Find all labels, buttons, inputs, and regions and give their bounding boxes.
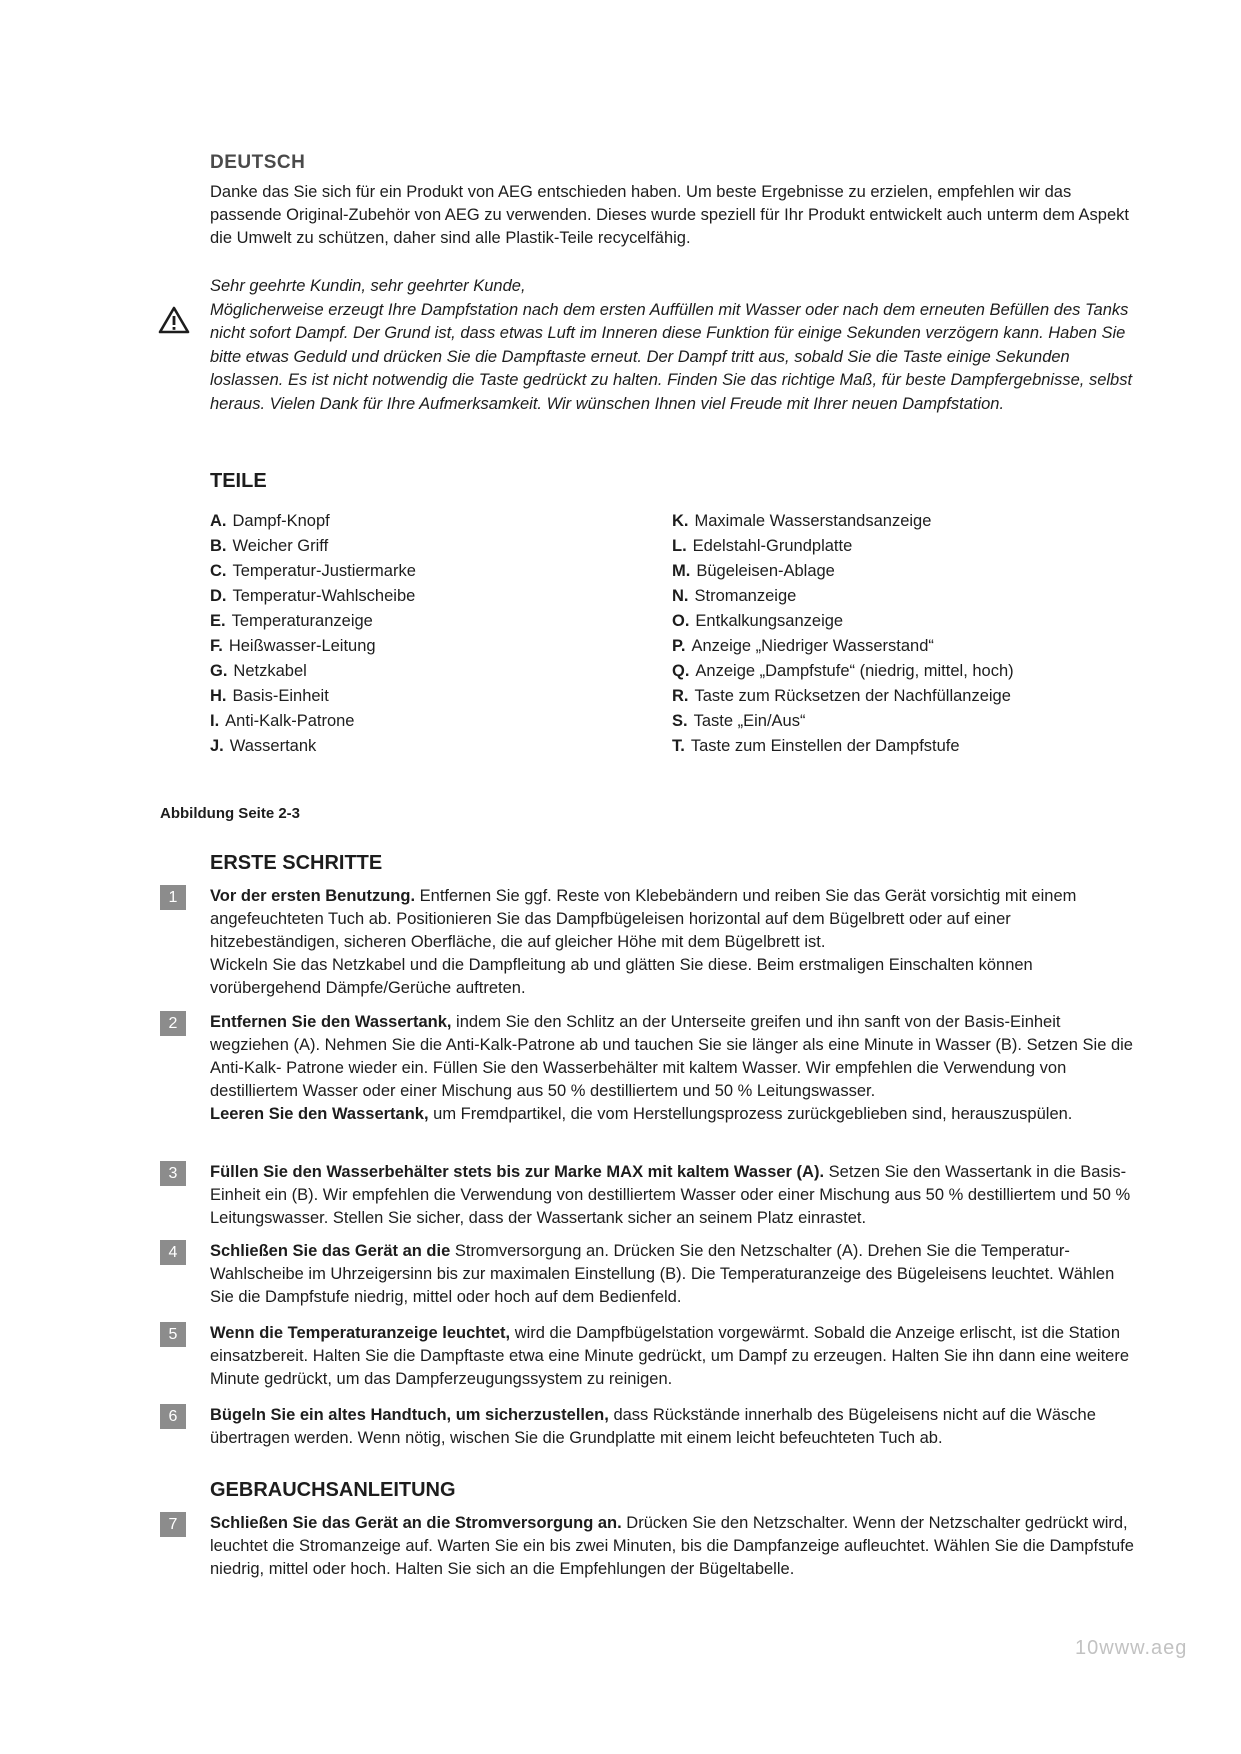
parts-list-right [672,509,1014,759]
parts-heading: TEILE [210,470,267,492]
first-steps-heading: ERSTE SCHRITTE [210,852,383,874]
step-text: Vor der ersten Benutzung. Entfernen Sie ggf. Reste von Klebebändern und reiben Sie das Gerät vorsichtig mit einem angefeuchteten Tuch ab. Positionieren Sie das Dampfbügeleisen horizontal auf dem Bügelbrett oder auf einer hitzebeständigen, sicheren Oberfläche, die auf gleicher Höhe mit dem Bügelbrett ist. Wickeln Sie das Netzkabel und die Dampfleitung ab und glätten Sie diese. Beim erstmaligen Einschalten können vorübergehend Dämpfe/Gerüche auftreten. [210,887,1077,997]
step-text: Entfernen Sie den Wassertank, indem Sie den Schlitz an der Unterseite greifen und ihn sanft von der Basis-Einheit wegziehen (A). Nehmen Sie die Anti-Kalk-Patrone ab und tauchen Sie sie länger als eine Minute in Wasser (B). Setzen Sie die Anti-Kalk- Patrone wieder ein. Füllen Sie den Wasserbehälter mit kaltem Wasser. Wir empfehlen die Verwendung von destilliertem Wasser oder einer Mischung aus 50 % destilliertem und 50 % Leitungswasser. Leeren Sie den Wassertank, um Fremdpartikel, die vom Herstellungsprozess zurückgeblieben sind, herauszuspülen. [210,1013,1133,1123]
part-item: C. Temperatur-Justiermarke [210,562,416,580]
figure-reference: Abbildung Seite 2-3 [160,805,301,822]
part-item: T. Taste zum Einstellen der Dampfstufe [672,737,960,755]
part-item: H. Basis-Einheit [210,687,329,705]
part-item: K. Maximale Wasserstandsanzeige [672,512,932,530]
step-text: Wenn die Temperaturanzeige leuchtet, wird die Dampfbügelstation vorgewärmt. Sobald die Anzeige erlischt, ist die Station einsatzbereit. Halten Sie die Dampftaste etwa eine Minute gedrückt, um Dampf zu erzeugen. Halten Sie ihn dann eine weitere Minute gedrückt, um das Dampferzeugungssystem zu reinigen. [210,1324,1130,1388]
part-item: R. Taste zum Rücksetzen der Nachfüllanzeige [672,687,1011,705]
step-text: Schließen Sie das Gerät an die Stromversorgung an. Drücken Sie den Netzschalter. Wenn der Netzschalter gedrückt wird, leuchtet die Stromanzeige auf. Warten Sie ein bis zwei Minuten, bis die Dampfanzeige aufleuchtet. Wählen Sie die Dampfstufe niedrig, mittel oder hoch. Halten Sie sich an die Empfehlungen der Bügeltabelle. [210,1514,1134,1578]
step-number: 1 [160,885,186,910]
notice-text: Möglicherweise erzeugt Ihre Dampfstation nach dem ersten Auffüllen mit Wasser oder nach dem erneuten Befüllen des Tanks nicht sofort Dampf. Der Grund ist, dass etwas Luft im Inneren diese Funktion für einige Sekunden verzögern kann. Haben Sie bitte etwas Geduld und drücken Sie die Dampftaste erneut. Der Dampf tritt aus, sobald Sie die Taste einige Sekunden loslassen. Es ist nicht notwendig die Taste gedrückt zu halten. Finden Sie das richtige Maß, für beste Dampfergebnisse, selbst heraus. Vielen Dank für Ihre Aufmerksamkeit. Wir wünschen Ihnen viel Freude mit Ihrer neuen Dampfstation. [210,300,1133,413]
part-item: J. Wassertank [210,737,317,755]
step-number: 7 [160,1512,186,1537]
step-text: Schließen Sie das Gerät an die Stromversorgung an. Drücken Sie den Netzschalter (A). Drehen Sie die Temperatur-Wahlscheibe im Uhrzeigersinn bis zur maximalen Einstellung (B). Die Temperaturanzeige des Bügeleisens leuchtet. Wählen Sie die Dampfstufe niedrig, mittel oder hoch auf dem Bedienfeld. [210,1242,1115,1306]
part-item: B. Weicher Griff [210,537,329,555]
part-item: O. Entkalkungsanzeige [672,612,844,630]
step-text: Füllen Sie den Wasserbehälter stets bis zur Marke MAX mit kaltem Wasser (A). Setzen Sie den Wassertank in die Basis-Einheit ein (B). Wir empfehlen die Verwendung von destilliertem Wasser oder einer Mischung aus 50 % destilliertem und 50 % Leitungswasser. Stellen Sie sicher, dass der Wassertank sicher an seinem Platz einrastet. [210,1163,1131,1227]
step-number: 3 [160,1161,186,1186]
warning-triangle-icon [157,305,191,335]
usage-heading: GEBRAUCHSANLEITUNG [210,1479,456,1501]
customer-notice [210,275,1135,416]
page-footer: 10www.aeg [1075,1637,1188,1659]
parts-list-left [210,509,416,759]
language-heading: DEUTSCH [210,152,306,173]
step-text: Bügeln Sie ein altes Handtuch, um sicherzustellen, dass Rückstände innerhalb des Bügeleisens nicht auf die Wäsche übertragen werden. Wenn nötig, wischen Sie die Grundplatte mit einem leicht befeuchteten Tuch ab. [210,1406,1096,1447]
step-number: 2 [160,1011,186,1036]
step-number: 5 [160,1322,186,1347]
intro-paragraph: Danke das Sie sich für ein Produkt von AEG entschieden haben. Um beste Ergebnisse zu erzielen, empfehlen wir das passende Original-Zubehör von AEG zu verwenden. Dieses wurde speziell für Ihr Produkt entwickelt auch unterm dem Aspekt die Umwelt zu schützen, daher sind alle Plastik-Teile recycelfähig. [210,183,1129,247]
part-item: S. Taste „Ein/Aus“ [672,712,806,730]
part-item: I. Anti-Kalk-Patrone [210,712,355,730]
part-item: A. Dampf-Knopf [210,512,330,530]
step-number: 6 [160,1404,186,1429]
part-item: E. Temperaturanzeige [210,612,373,630]
step-number: 4 [160,1240,186,1265]
part-item: L. Edelstahl-Grundplatte [672,537,853,555]
part-item: M. Bügeleisen-Ablage [672,562,835,580]
notice-salutation: Sehr geehrte Kundin, sehr geehrter Kunde, [210,277,526,295]
part-item: Q. Anzeige „Dampfstufe“ (niedrig, mittel, hoch) [672,662,1014,680]
part-item: D. Temperatur-Wahlscheibe [210,587,416,605]
part-item: P. Anzeige „Niedriger Wasserstand“ [672,637,934,655]
part-item: N. Stromanzeige [672,587,797,605]
part-item: F. Heißwasser-Leitung [210,637,376,655]
part-item: G. Netzkabel [210,662,307,680]
